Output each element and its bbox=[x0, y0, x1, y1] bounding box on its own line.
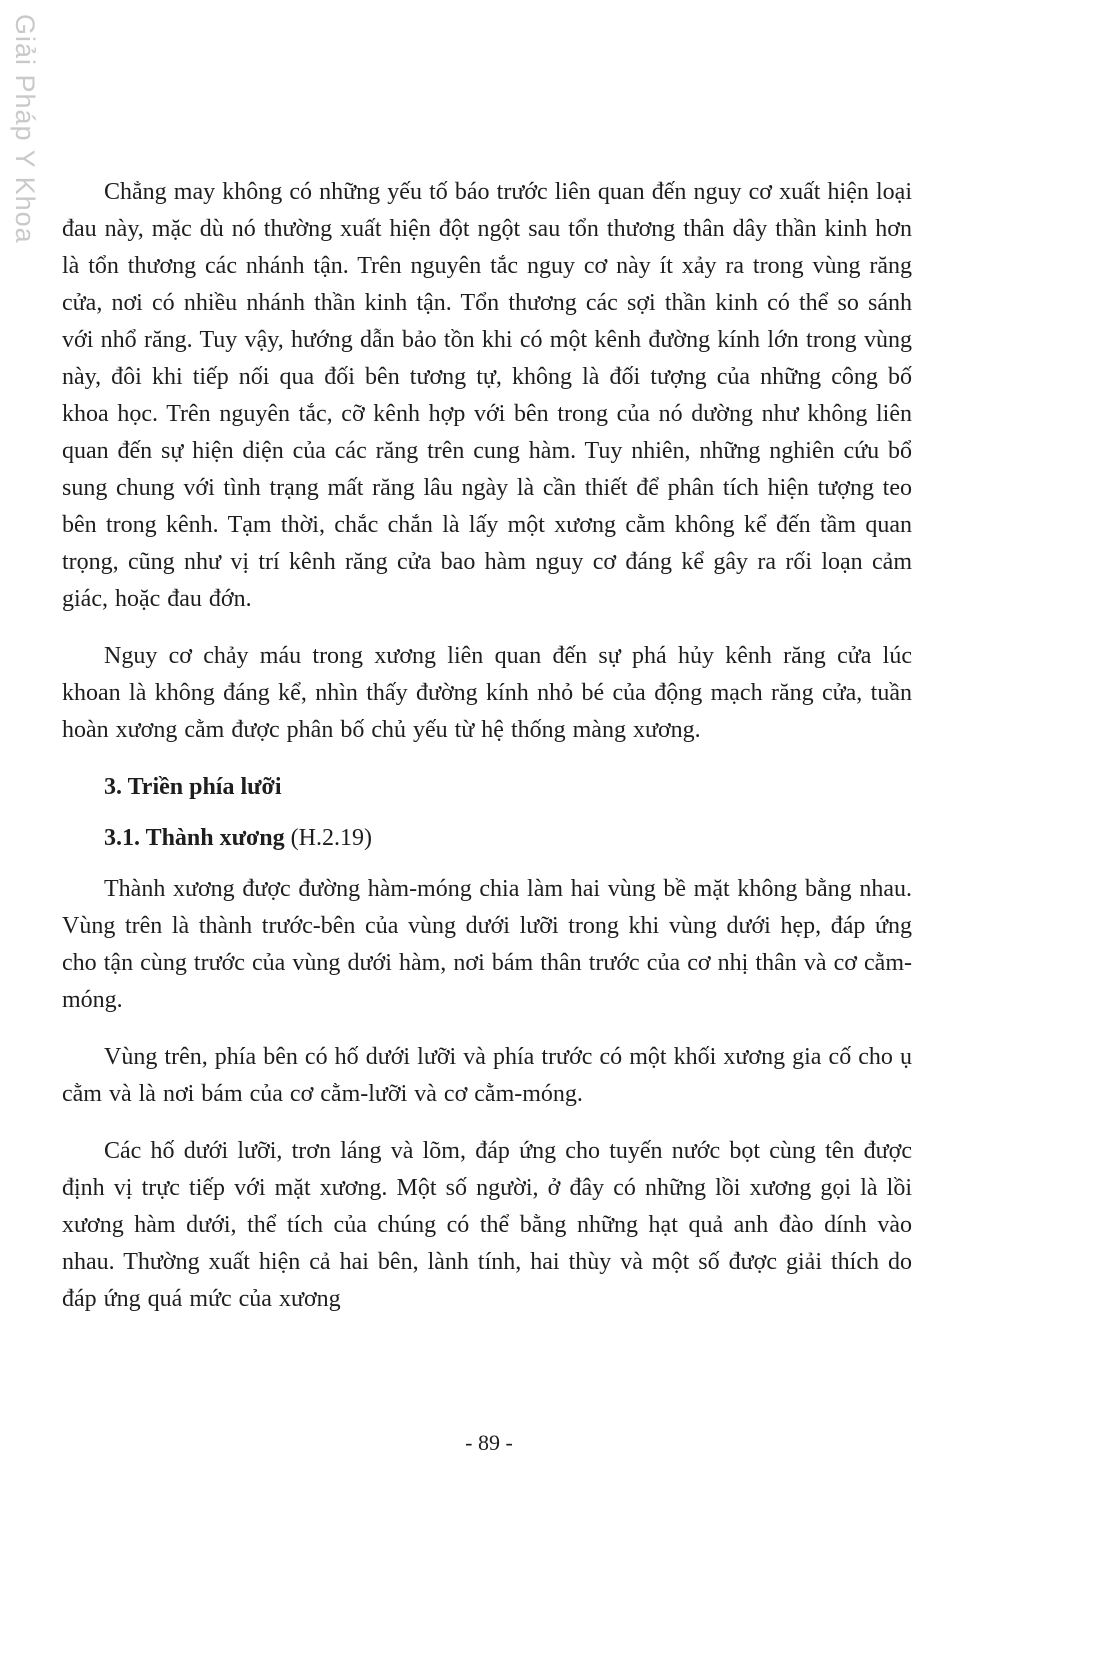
paragraph-bone-wall: Thành xương được đường hàm-móng chia làm hai vùng bề mặt không bằng nhau. Vùng trên là thành trước-bên của vùng dưới lưỡi trong khi vùng dưới hẹp, đáp ứng cho tận cùng trước của vùng dưới hàm, nơi bám thân trước của cơ nhị thân và cơ cằm-móng. bbox=[62, 876, 912, 1013]
paragraph-nerve-risk: Chẳng may không có những yếu tố báo trước liên quan đến nguy cơ xuất hiện loại đau này, mặc dù nó thường xuất hiện đột ngột sau tổn thương thân dây thần kinh hơn là tổn thương các nhánh tận. Trên nguyên tắc nguy cơ này ít xảy ra trong vùng răng cửa, nơi có nhiều nhánh thần kinh tận. Tổn thương các sợi thần kinh có thể so sánh với nhổ răng. Tuy vậy, hướng dẫn bảo tồn khi có một kênh đường kính lớn trong vùng này, đôi khi tiếp nối qua đối bên tương tự, không là đối tượng của những công bố khoa học. Trên nguyên tắc, cỡ kênh hợp với bên trong của nó dường như không liên quan đến sự hiện diện của các răng trên cung hàm. Tuy nhiên, những nghiên cứu bổ sung chung với tình trạng mất răng lâu ngày là cần thiết để phân tích hiện tượng teo bên trong kênh. Tạm thời, chắc chắn là lấy một xương cằm không kể đến tầm quan trọng, cũng như vị trí kênh răng cửa bao hàm nguy cơ đáng kể gây ra rối loạn cảm giác, hoặc đau đớn. bbox=[62, 179, 912, 612]
page-content bbox=[62, 174, 912, 1338]
paragraph-upper-region: Vùng trên, phía bên có hố dưới lưỡi và phía trước có một khối xương gia cố cho ụ cằm và là nơi bám của cơ cằm-lưỡi và cơ cằm-móng. bbox=[62, 1044, 912, 1107]
section-heading-3-1-title: 3.1. Thành xương bbox=[104, 825, 285, 851]
page-number: - 89 - bbox=[465, 1430, 513, 1455]
section-heading-3-1 bbox=[62, 820, 912, 857]
paragraph-bleeding-risk: Nguy cơ chảy máu trong xương liên quan đến sự phá hủy kênh răng cửa lúc khoan là không đáng kể, nhìn thấy đường kính nhỏ bé của động mạch răng cửa, tuần hoàn xương cằm được phân bố chủ yếu từ hệ thống màng xương. bbox=[62, 643, 912, 743]
figure-reference: (H.2.19) bbox=[290, 825, 372, 851]
section-heading-3: 3. Triền phía lưỡi bbox=[104, 774, 282, 800]
watermark-text: Giải Pháp Y Khoa bbox=[10, 14, 40, 244]
paragraph-sublingual-fossa: Các hố dưới lưỡi, trơn láng và lõm, đáp ứng cho tuyến nước bọt cùng tên được định vị trực tiếp với mặt xương. Một số người, ở đây có những lồi xương gọi là lồi xương hàm dưới, thể tích của chúng có thể bằng những hạt quả anh đào dính vào nhau. Thường xuất hiện cả hai bên, lành tính, hai thùy và một số được giải thích do đáp ứng quá mức của xương bbox=[62, 1138, 912, 1312]
